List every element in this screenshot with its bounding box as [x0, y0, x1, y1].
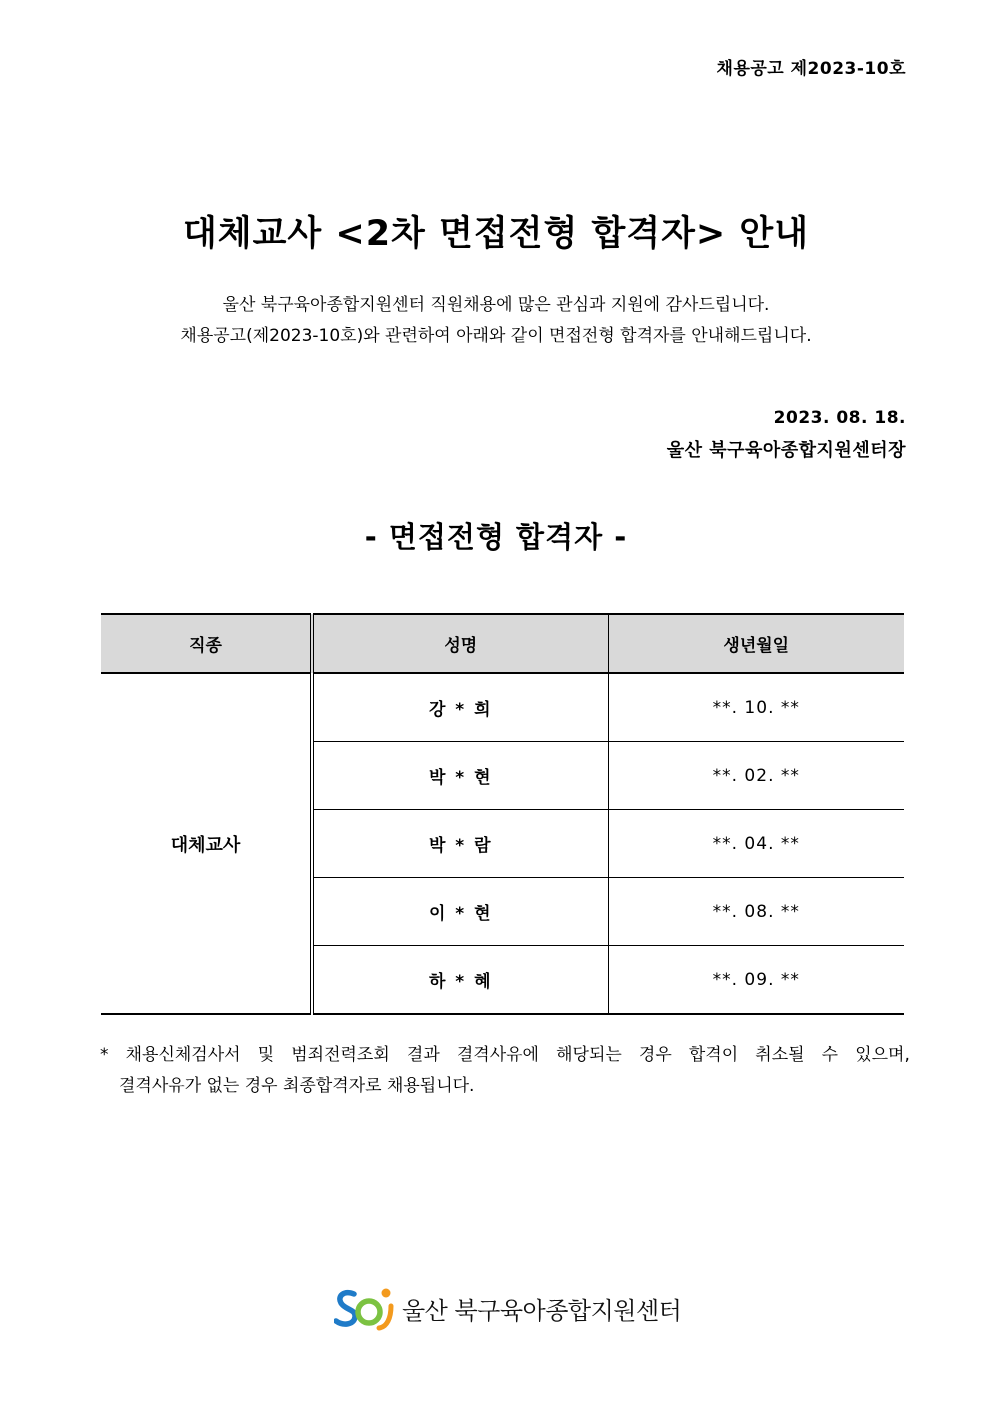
document-title: 대체교사 <2차 면접전형 합격자> 안내 — [182, 214, 810, 254]
footnote-word: 수 — [821, 1045, 839, 1065]
footnote-word: 경우 — [638, 1045, 672, 1065]
results-table — [101, 613, 904, 1015]
footnote-word: 결격사유에 — [456, 1045, 539, 1065]
intro-paragraph — [0, 290, 992, 352]
candidate-name: 박 * 람 — [312, 810, 608, 878]
footnote-word: 있으며, — [855, 1045, 910, 1065]
footnote-word: 범죄전력조회 — [291, 1045, 390, 1065]
candidate-name: 하 * 혜 — [312, 946, 608, 1015]
table-header-row — [101, 614, 904, 673]
center-logo-text: 울산 북구육아종합지원센터 — [402, 1296, 682, 1325]
section-title: - 면접전형 합격자 - — [364, 520, 628, 554]
footnote-word: 취소될 — [755, 1045, 805, 1065]
footnote-word: 해당되는 — [556, 1045, 622, 1065]
candidate-name: 박 * 현 — [312, 742, 608, 810]
issuer-name: 울산 북구육아종합지원센터장 — [666, 440, 906, 461]
notice-number: 채용공고 제2023-10호 — [716, 59, 906, 79]
candidate-dob: **. 02. ** — [608, 742, 904, 810]
footnote-word: 합격이 — [688, 1045, 739, 1065]
issue-date: 2023. 08. 18. — [773, 408, 906, 428]
center-logo-mark-icon — [334, 1284, 396, 1332]
footnote-line-1 — [100, 1040, 910, 1071]
candidate-name: 강 * 희 — [312, 673, 608, 742]
intro-line-2: 채용공고(제2023-10호)와 관련하여 아래와 같이 면접전형 합격자를 안내해드립니다. — [180, 326, 812, 346]
footnote-word: 및 — [257, 1045, 275, 1065]
candidate-dob: **. 10. ** — [608, 673, 904, 742]
intro-line-1: 울산 북구육아종합지원센터 직원채용에 많은 관심과 지원에 감사드립니다. — [222, 295, 770, 315]
table-row — [101, 673, 904, 742]
job-cell: 대체교사 — [101, 673, 312, 1014]
center-logo — [334, 1284, 681, 1332]
footnote-word: * — [100, 1045, 109, 1065]
footnote-word: 결과 — [406, 1045, 440, 1065]
candidate-dob: **. 09. ** — [712, 969, 800, 990]
candidate-name: 이 * 현 — [312, 878, 608, 946]
header-name: 성명 — [312, 614, 608, 673]
footnote-line-2: 결격사유가 없는 경우 최종합격자로 채용됩니다. — [119, 1076, 475, 1096]
footnote — [100, 1040, 910, 1102]
candidate-dob: **. 04. ** — [608, 810, 904, 878]
header-dob: 생년월일 — [608, 614, 904, 673]
header-job: 직종 — [101, 614, 312, 673]
candidate-dob: **. 08. ** — [608, 878, 904, 946]
footnote-word: 채용신체검사서 — [125, 1045, 241, 1065]
